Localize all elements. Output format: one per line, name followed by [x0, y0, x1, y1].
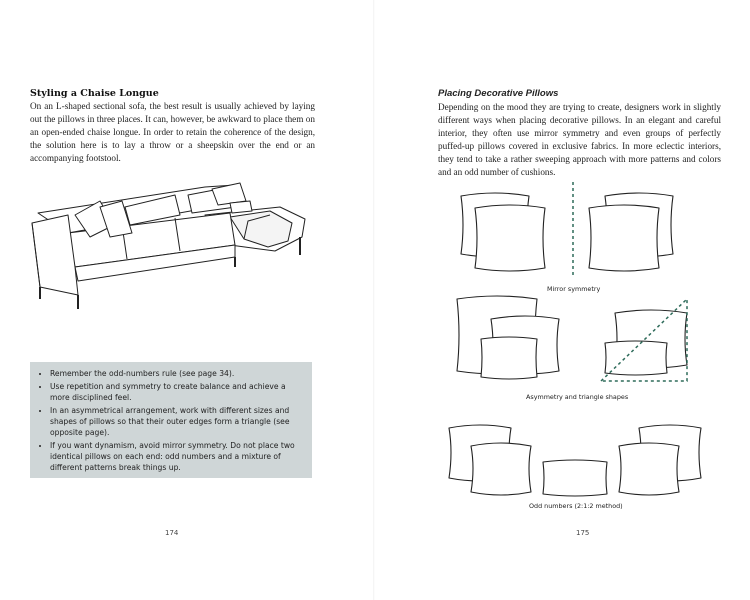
left-heading: Styling a Chaise Longue: [30, 88, 159, 99]
asymmetry-illustration: [455, 295, 695, 387]
right-page: [375, 0, 750, 600]
tip-item: • If you want dynamism, avoid mirror symmetry. Do not place two identical pillows on each end: odd numbers and a mixture of different patterns break things up.: [50, 440, 302, 473]
left-paragraph: On an L-shaped sectional sofa, the best result is usually achieved by laying out the pillows in three places. It can, however, be awkward to place them on an open-ended chaise longue. In order to retain the coherence of the design, the solution here is to lay a throw or a sheepskin over the end or an accompanying footstool.: [30, 101, 315, 163]
tip-item: • Use repetition and symmetry to create balance and achieve a more disciplined feel.: [50, 381, 302, 403]
tip-item: • Remember the odd-numbers rule (see page 34).: [50, 368, 302, 379]
caption-asymmetry: Asymmetry and triangle shapes: [526, 393, 629, 401]
sofa-illustration: [30, 175, 315, 310]
mirror-symmetry-illustration: [455, 180, 695, 280]
right-page-number: 175: [576, 529, 590, 537]
caption-mirror: Mirror symmetry: [547, 285, 601, 293]
caption-odd: Odd numbers (2:1:2 method): [529, 502, 623, 510]
right-heading: Placing Decorative Pillows: [438, 88, 559, 99]
left-page-number: 174: [165, 529, 179, 537]
tip-item: • In an asymmetrical arrangement, work with different sizes and shapes of pillows so that their outer edges form a triangle (see opposite page).: [50, 405, 302, 438]
tips-box: [30, 362, 312, 478]
odd-numbers-illustration: [445, 422, 705, 500]
tips-list: [38, 368, 302, 473]
right-paragraph: Depending on the mood they are trying to create, designers work in slightly different ways when placing decorative pillows. In an elegant and careful interior, they often use mirror symmetry and even groups of perfectly puffed-up pillows covered in exclusive fabrics. In more eclectic interiors, they tend to take a rather sweeping approach with more patterns and colors and an odd number of cushions.: [438, 102, 721, 177]
